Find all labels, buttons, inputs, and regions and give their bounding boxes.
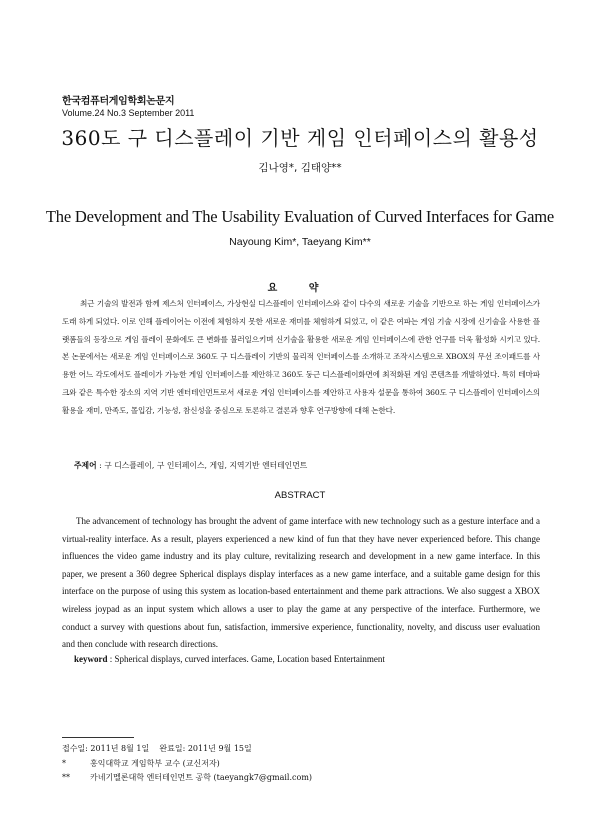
keywords-english-list: : Spherical displays, curved interfaces. Game, Location based Entertainment — [107, 654, 385, 664]
authors-english: Nayoung Kim*, Taeyang Kim** — [229, 236, 371, 248]
footnote-1 — [62, 757, 312, 772]
footnote-2-text: 카네기멜론대학 엔터테인먼트 공학 (taeyangk7@gmail.com) — [90, 773, 313, 782]
keywords-english — [74, 654, 385, 664]
abstract-korean-heading: 요 약 — [267, 283, 333, 294]
abstract-english-heading: ABSTRACT — [274, 490, 326, 501]
journal-header — [62, 96, 194, 118]
abstract-english-body: The advancement of technology has brought the advent of game interface with new technology such as a gesture interface and a virtual-reality interface. As a result, players experienced a new kind of fun that they have never experienced before. This change influences the video game industry and its play culture, revitalizing research and development in a new game interface. In this paper, we present a 360 degree Spherical displays display interfaces as a new game interface, and a suitable game design for this interface on the purpose of using this system as location-based entertainment and theme park attractions. We also suggest a XBOX wireless joypad as an input system which allows a user to play the game at any perspective of the interface. Furthermore, we conduct a survey with questions about fun, satisfaction, immersive experience, functionality, novelty, and discuss user evaluation and then conclude with research directions. — [62, 516, 540, 650]
keywords-korean-label: 주제어 — [74, 461, 97, 470]
footnote-dates: 접수일: 2011년 8월 1일 완료일: 2011년 9월 15일 — [62, 744, 252, 753]
footnote-2 — [62, 771, 312, 786]
keywords-korean — [74, 460, 307, 471]
footnote-2-mark: ** — [62, 773, 70, 782]
footnote-1-text: 홍익대학교 게임학부 교수 (교신저자) — [90, 758, 220, 768]
title-korean: 360도 구 디스플레이 기반 게임 인터페이스의 활용성 — [61, 126, 539, 150]
footnote-divider — [62, 737, 134, 738]
journal-volume: Volume.24 No.3 September 2011 — [62, 107, 195, 118]
footnote-1-mark: * — [62, 758, 66, 768]
abstract-korean-body: 최근 기술의 발전과 함께 제스처 인터페이스, 가상현실 디스플레이 인터페이스와 같이 다수의 새로운 기술을 기반으로 하는 게임 인터페이스가 도래 하게 되었다. 이로 인해 플레이어는 이전에 체험하지 못한 새로운 재미를 체험하게 되었고, 이 같은 여파는 게임 기술 시장에 신기술을 사용한 플랫폼들의 등장으로 게임 플레이 문화에도 큰 변화를 불러일으키며 신기술을 활용한 새로운 게임 인터페이스에 관한 연구를 더욱 활성화 시키고 있다. 본 논문에서는 새로운 게임 인터페이스로 360도 구 디스플레이 기반의 물리적 인터페이스를 소개하고 조작시스템으로 XBOX의 무선 조이패드를 사용한 어느 각도에서도 플레이가 가능한 게임 인터페이스를 제안하고 360도 둥근 디스플레이화면에 최적화된 게임 콘텐츠를 개발하였다. 특히 테마파크와 같은 특수한 장소의 지역 기반 엔터테인먼트로서 새로운 게임 인터페이스를 제안하고 사용자 설문을 통하여 360도 구 디스플레이 인터페이스의 활용을 재미, 만족도, 몰입감, 기능성, 참신성을 중심으로 토론하고 결론과 향후 연구방향에 대해 논한다. — [62, 299, 540, 415]
authors-korean: 김나영*, 김태양** — [258, 162, 342, 174]
keywords-english-label: keyword — [74, 654, 108, 664]
journal-name: 한국컴퓨터게임학회논문지 — [62, 96, 175, 107]
keywords-korean-list: : 구 디스플레이, 구 인터페이스, 게임, 지역기반 엔터테인먼트 — [96, 461, 308, 470]
title-english: The Development and The Usability Evaluation of Curved Interfaces for Game — [45, 207, 555, 226]
footnotes — [62, 742, 312, 786]
